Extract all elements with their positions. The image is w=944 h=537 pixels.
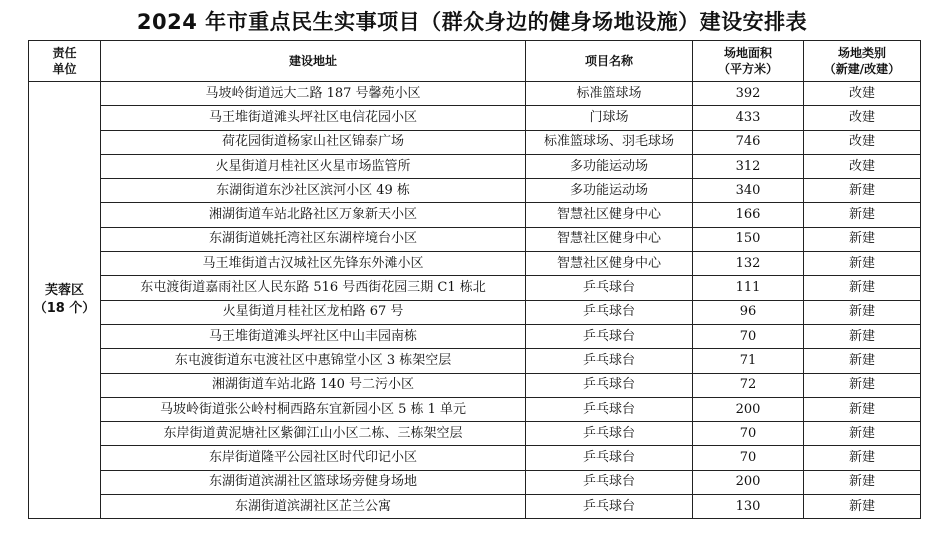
table-row [29,227,921,251]
area-cell: 71 [693,349,804,373]
area-cell: 130 [693,495,804,519]
site-type-cell: 新建 [804,495,921,519]
project-name-cell: 智慧社区健身中心 [526,203,693,227]
address-cell: 火星街道月桂社区火星市场监管所 [101,154,526,178]
header-address: 建设地址 [101,41,526,82]
area-cell: 392 [693,82,804,106]
project-name-cell: 乒乓球台 [526,446,693,470]
unit-count: （18 个） [33,301,96,317]
table-row [29,373,921,397]
address-cell: 马王堆街道滩头坪社区电信花园小区 [101,106,526,130]
table-row [29,203,921,227]
header-site-type: 场地类别 （新建/改建） [804,41,921,82]
project-name-cell: 乒乓球台 [526,324,693,348]
page-title: 2024 年市重点民生实事项目（群众身边的健身场地设施）建设安排表 [136,10,808,34]
site-type-cell: 改建 [804,106,921,130]
table-header-row [29,41,921,82]
area-cell: 340 [693,179,804,203]
site-type-cell: 新建 [804,397,921,421]
area-cell: 70 [693,446,804,470]
table-row [29,106,921,130]
site-type-cell: 新建 [804,276,921,300]
address-cell: 荷花园街道杨家山社区锦泰广场 [101,130,526,154]
area-cell: 150 [693,227,804,251]
address-cell: 湘湖街道车站北路 140 号二污小区 [101,373,526,397]
address-cell: 东岸街道黄泥塘社区紫御江山小区二栋、三栋架空层 [101,422,526,446]
address-cell: 马王堆街道古汉城社区先锋东外滩小区 [101,252,526,276]
address-cell: 东屯渡街道东屯渡社区中惠锦堂小区 3 栋架空层 [101,349,526,373]
table-row [29,276,921,300]
site-type-cell: 新建 [804,203,921,227]
project-name-cell: 门球场 [526,106,693,130]
site-type-cell: 新建 [804,179,921,203]
table-row [29,397,921,421]
table-row [29,130,921,154]
site-type-cell: 改建 [804,82,921,106]
table-row [29,446,921,470]
table-row [29,179,921,203]
area-cell: 200 [693,470,804,494]
project-name-cell: 智慧社区健身中心 [526,252,693,276]
project-name-cell: 乒乓球台 [526,470,693,494]
table-row [29,252,921,276]
table-row [29,422,921,446]
site-type-cell: 新建 [804,422,921,446]
site-type-cell: 新建 [804,349,921,373]
project-name-cell: 乒乓球台 [526,300,693,324]
project-name-cell: 标准篮球场 [526,82,693,106]
address-cell: 东湖街道姚托湾社区东湖梓境台小区 [101,227,526,251]
header-area: 场地面积 （平方米） [693,41,804,82]
area-cell: 96 [693,300,804,324]
site-type-cell: 新建 [804,324,921,348]
address-cell: 火星街道月桂社区龙柏路 67 号 [101,300,526,324]
table-row [29,300,921,324]
project-name-cell: 乒乓球台 [526,373,693,397]
table-row [29,470,921,494]
area-cell: 132 [693,252,804,276]
header-responsible-unit: 责任 单位 [29,41,101,82]
address-cell: 东湖街道滨湖社区芷兰公寓 [101,495,526,519]
project-name-cell: 乒乓球台 [526,422,693,446]
site-type-cell: 新建 [804,373,921,397]
area-cell: 72 [693,373,804,397]
address-cell: 东屯渡街道嘉雨社区人民东路 516 号西街花园三期 C1 栋北 [101,276,526,300]
table-body [29,82,921,519]
address-cell: 东湖街道东沙社区滨河小区 49 栋 [101,179,526,203]
address-cell: 东岸街道隆平公园社区时代印记小区 [101,446,526,470]
project-name-cell: 智慧社区健身中心 [526,227,693,251]
area-cell: 312 [693,154,804,178]
site-type-cell: 改建 [804,154,921,178]
project-name-cell: 多功能运动场 [526,154,693,178]
table-row [29,495,921,519]
site-type-cell: 新建 [804,470,921,494]
area-cell: 111 [693,276,804,300]
address-cell: 马王堆街道滩头坪社区中山丰园南栋 [101,324,526,348]
project-name-cell: 乒乓球台 [526,349,693,373]
table-row [29,82,921,106]
address-cell: 湘湖街道车站北路社区万象新天小区 [101,203,526,227]
project-name-cell: 乒乓球台 [526,276,693,300]
site-type-cell: 新建 [804,446,921,470]
project-name-cell: 标准篮球场、羽毛球场 [526,130,693,154]
area-cell: 746 [693,130,804,154]
site-type-cell: 改建 [804,130,921,154]
unit-name: 芙蓉区 [44,283,84,299]
project-name-cell: 乒乓球台 [526,397,693,421]
area-cell: 70 [693,324,804,348]
address-cell: 东湖街道滨湖社区篮球场旁健身场地 [101,470,526,494]
responsible-unit-cell [29,82,101,519]
table-row [29,349,921,373]
area-cell: 70 [693,422,804,446]
project-name-cell: 乒乓球台 [526,495,693,519]
address-cell: 马坡岭街道张公岭村桐西路东宜新园小区 5 栋 1 单元 [101,397,526,421]
site-type-cell: 新建 [804,252,921,276]
header-project-name: 项目名称 [526,41,693,82]
address-cell: 马坡岭街道远大二路 187 号馨苑小区 [101,82,526,106]
table-row [29,324,921,348]
area-cell: 166 [693,203,804,227]
table-row [29,154,921,178]
area-cell: 433 [693,106,804,130]
site-type-cell: 新建 [804,227,921,251]
site-type-cell: 新建 [804,300,921,324]
project-table [28,40,921,519]
project-name-cell: 多功能运动场 [526,179,693,203]
area-cell: 200 [693,397,804,421]
